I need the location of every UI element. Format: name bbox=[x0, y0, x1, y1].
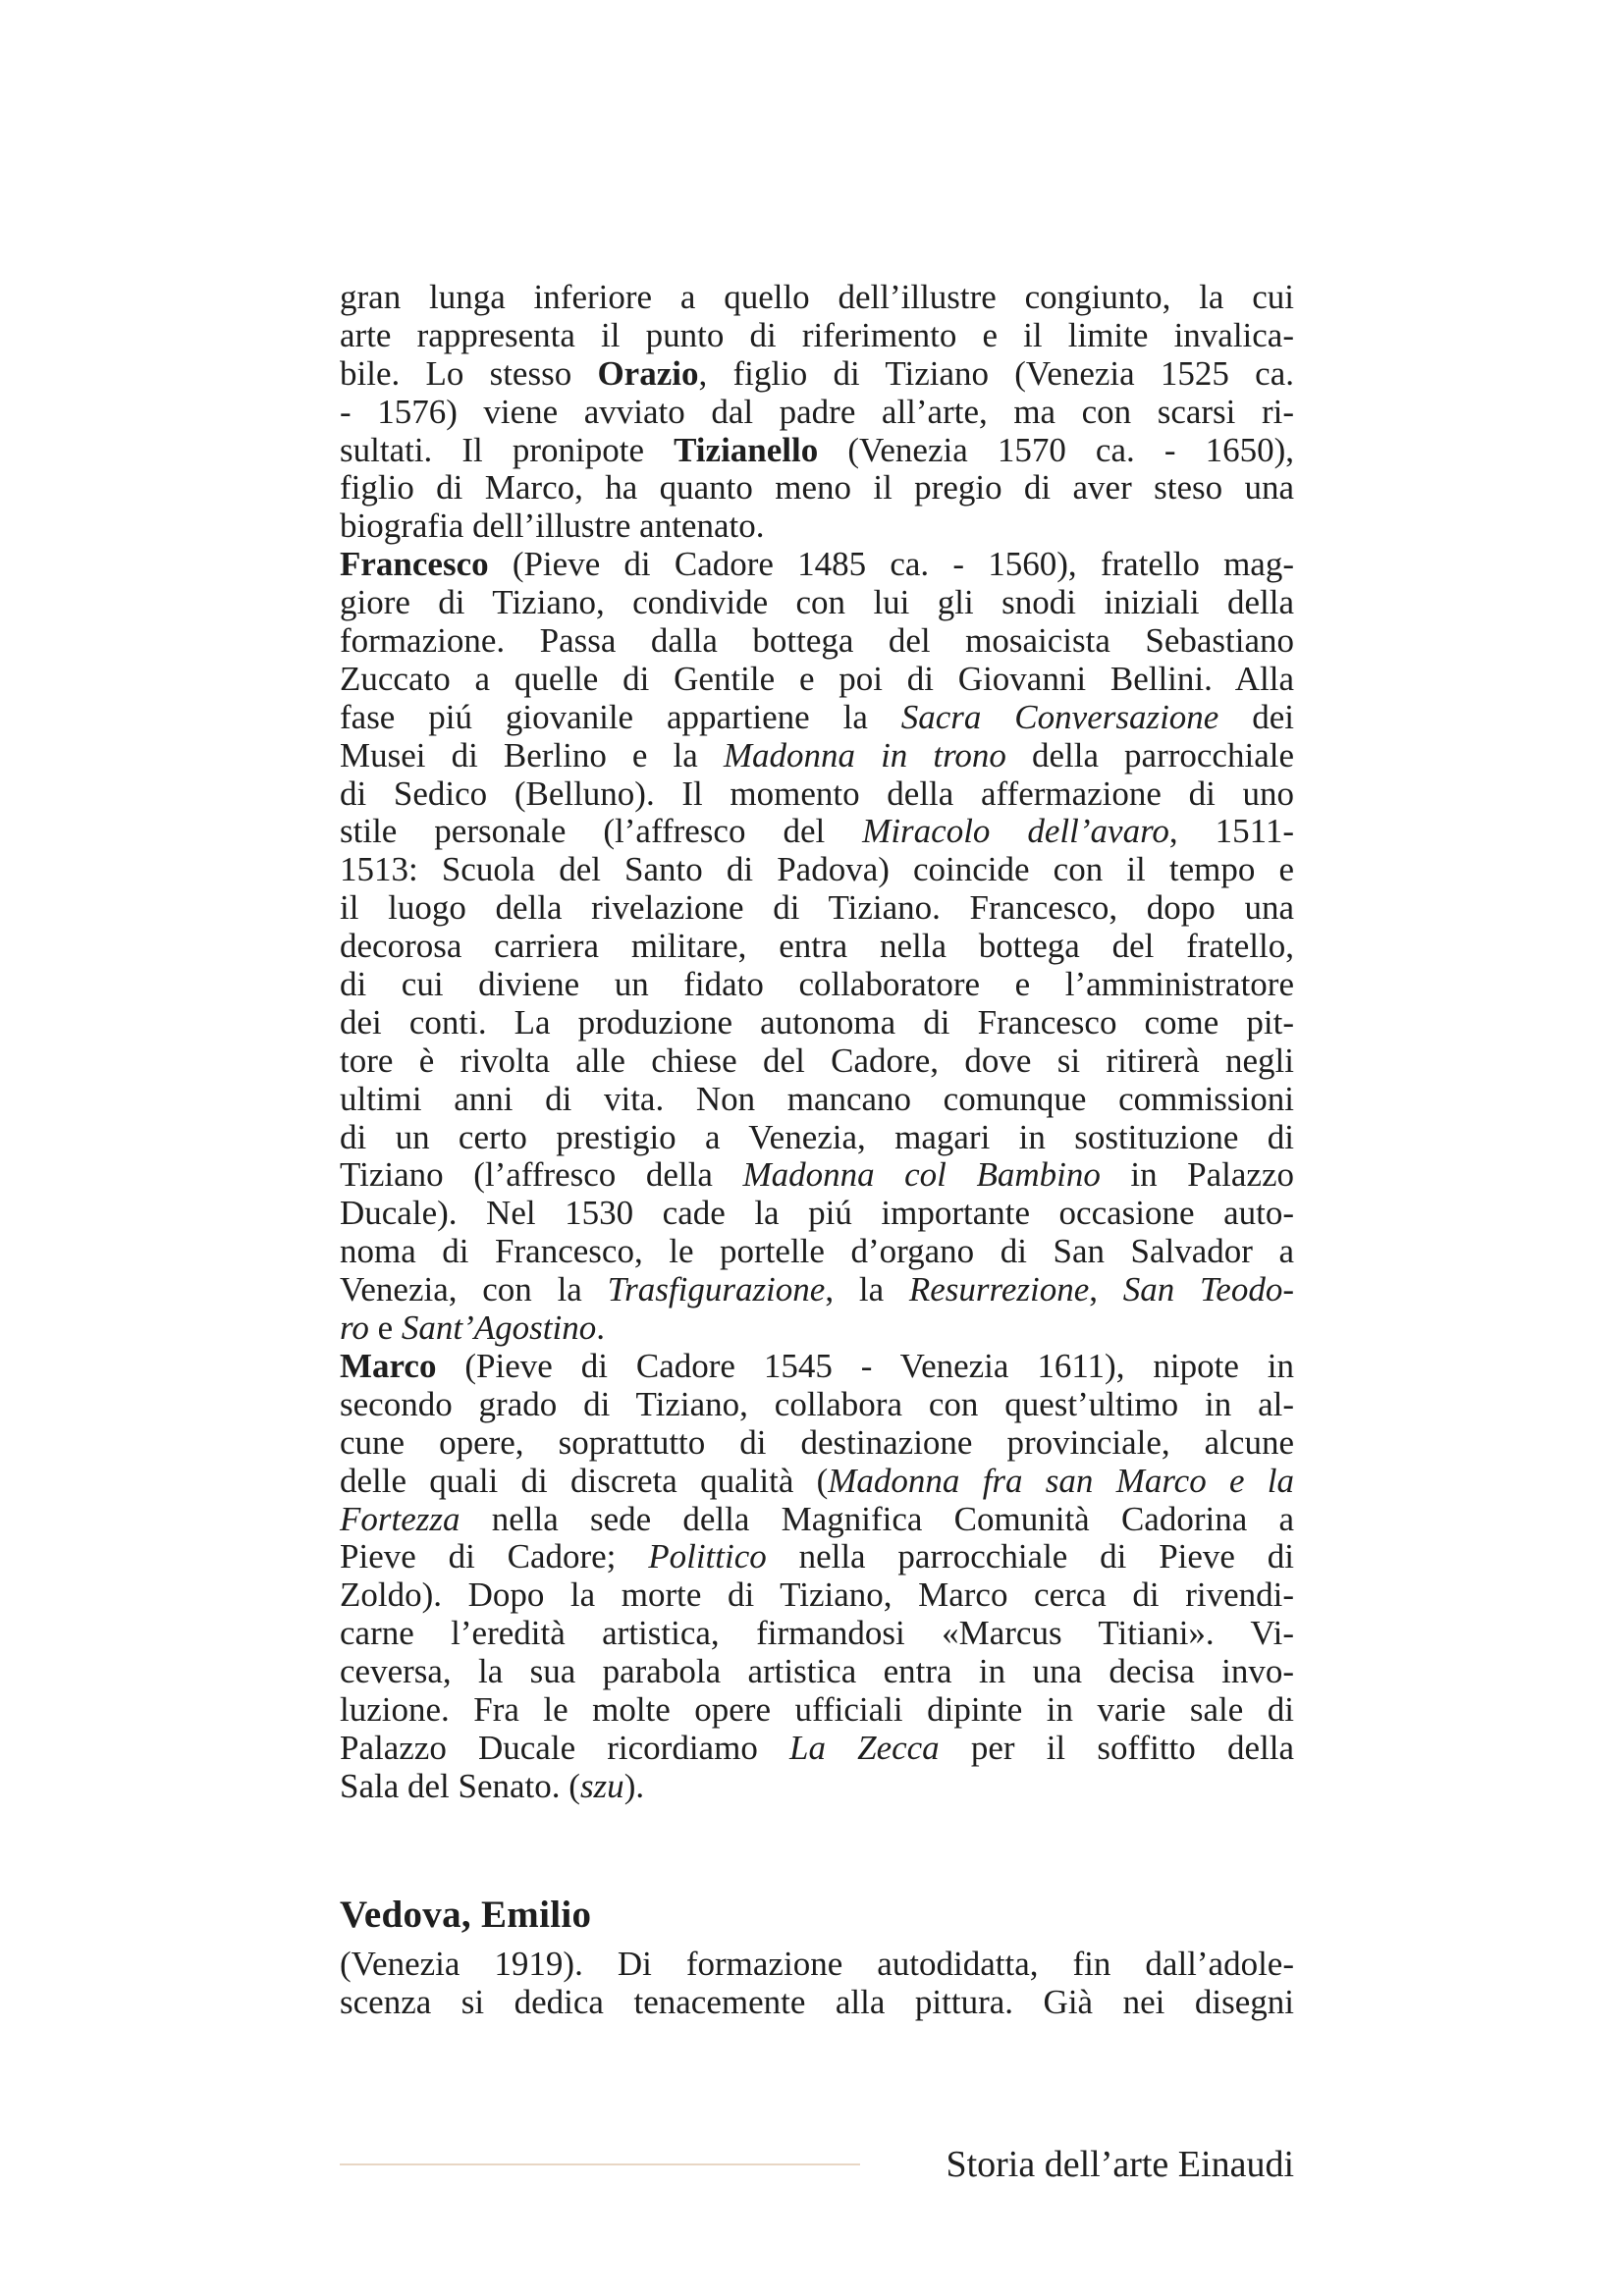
text-run: Sala del Senato. ( bbox=[340, 1766, 580, 1805]
text-run: fase piú giovanile appartiene la bbox=[340, 697, 901, 736]
text-line: carne l’eredità artistica, firmandosi «Marcus Titiani». Vi- bbox=[340, 1614, 1294, 1653]
artwork-title: Polittico bbox=[648, 1537, 767, 1576]
artwork-title: Sant’Agostino bbox=[401, 1308, 597, 1348]
text-line bbox=[340, 546, 1294, 584]
text-run: in Palazzo bbox=[1100, 1155, 1294, 1195]
author-initials: szu bbox=[579, 1766, 624, 1805]
text-line bbox=[340, 1768, 1294, 1806]
text-line: gran lunga inferiore a quello dell’illustre congiunto, la cui bbox=[340, 278, 1294, 316]
artwork-title: Fortezza bbox=[340, 1499, 460, 1538]
text-run: Musei di Berlino e la bbox=[340, 735, 724, 774]
text-run: (Venezia 1570 ca. - 1650), bbox=[818, 430, 1294, 469]
artwork-title: Madonna in trono bbox=[723, 735, 1006, 774]
text-run: (Pieve di Cadore 1545 - Venezia 1611), nipote in bbox=[436, 1346, 1294, 1385]
footer-title: Storia dell’arte Einaudi bbox=[946, 2144, 1294, 2185]
text-line bbox=[340, 355, 1294, 394]
text-line: Zuccato a quelle di Gentile e poi di Giovanni Bellini. Alla bbox=[340, 659, 1294, 698]
text-line bbox=[340, 1730, 1294, 1768]
text-line: di cui diviene un fidato collaboratore e l’amministratore bbox=[340, 965, 1294, 1004]
main-text-block bbox=[340, 279, 1294, 1806]
text-line: ceversa, la sua parabola artistica entra in una decisa invo- bbox=[340, 1652, 1294, 1691]
text-line: di Sedico (Belluno). Il momento della affermazione di uno bbox=[340, 774, 1294, 813]
entry-heading-vedova: Vedova, Emilio bbox=[340, 1894, 592, 1936]
text-line: Ducale). Nel 1530 cade la piú importante occasione auto- bbox=[340, 1194, 1294, 1233]
text-run: bile. Lo stesso bbox=[340, 353, 598, 393]
text-run: dei bbox=[1218, 697, 1295, 736]
text-run: delle quali di discreta qualità ( bbox=[340, 1461, 829, 1500]
text-run: stile personale (l’affresco del bbox=[340, 812, 863, 851]
artwork-title: ro bbox=[340, 1308, 369, 1348]
artwork-title: Madonna fra san Marco e la bbox=[828, 1461, 1294, 1500]
vedova-text-block bbox=[340, 1946, 1294, 2022]
text-line: ultimi anni di vita. Non mancano comunque commissioni bbox=[340, 1079, 1294, 1118]
text-line: scenza si dedica tenacemente alla pittura. Già nei disegni bbox=[340, 1982, 1294, 2021]
footer-rule bbox=[340, 2163, 860, 2165]
text-run: , 1511- bbox=[1168, 812, 1294, 851]
artwork-title: Madonna col Bambino bbox=[742, 1155, 1101, 1195]
text-line bbox=[340, 737, 1294, 775]
text-line bbox=[340, 813, 1294, 851]
text-line bbox=[340, 1501, 1294, 1539]
text-line bbox=[340, 699, 1294, 737]
text-line: tore è rivolta alle chiese del Cadore, dove si ritirerà negli bbox=[340, 1041, 1294, 1080]
text-run: e bbox=[368, 1308, 402, 1348]
text-run: Palazzo Ducale ricordiamo bbox=[340, 1728, 789, 1767]
text-line bbox=[340, 1348, 1294, 1386]
name-tizianello: Tizianello bbox=[674, 430, 819, 469]
text-run: per il soffitto della bbox=[939, 1728, 1294, 1767]
text-line bbox=[340, 1463, 1294, 1501]
text-line: biografia dell’illustre antenato. bbox=[340, 507, 765, 546]
text-run: nella parrocchiale di Pieve di bbox=[766, 1537, 1294, 1576]
artwork-title: Sacra Conversazione bbox=[900, 697, 1219, 736]
text-run: Venezia, con la bbox=[340, 1270, 608, 1309]
text-line bbox=[340, 1538, 1294, 1576]
name-francesco: Francesco bbox=[340, 545, 489, 584]
text-line: dei conti. La produzione autonoma di Francesco come pit- bbox=[340, 1002, 1294, 1041]
text-run: . bbox=[596, 1308, 605, 1348]
text-run: della parrocchiale bbox=[1005, 735, 1294, 774]
text-line: formazione. Passa dalla bottega del mosaicista Sebastiano bbox=[340, 621, 1294, 661]
text-line bbox=[340, 1309, 1294, 1348]
text-run: (Pieve di Cadore 1485 ca. - 1560), fratello mag- bbox=[488, 545, 1294, 584]
text-line: 1513: Scuola del Santo di Padova) coincide con il tempo e bbox=[340, 850, 1294, 889]
name-marco: Marco bbox=[340, 1346, 437, 1385]
text-run: nella sede della Magnifica Comunità Cadorina a bbox=[460, 1499, 1294, 1538]
text-line: - 1576) viene avviato dal padre all’arte, ma con scarsi ri- bbox=[340, 392, 1294, 431]
text-line bbox=[340, 1271, 1294, 1309]
text-run: sultati. Il pronipote bbox=[340, 430, 675, 469]
artwork-title: La Zecca bbox=[788, 1728, 940, 1767]
text-line: cune opere, soprattutto di destinazione provinciale, alcune bbox=[340, 1422, 1294, 1462]
text-run: Tiziano (l’affresco della bbox=[340, 1155, 743, 1195]
text-line bbox=[340, 432, 1294, 470]
text-run: , figlio di Tiziano (Venezia 1525 ca. bbox=[698, 353, 1294, 393]
text-run: , bbox=[1089, 1270, 1123, 1309]
text-line: luzione. Fra le molte opere ufficiali dipinte in varie sale di bbox=[340, 1689, 1294, 1729]
text-line: di un certo prestigio a Venezia, magari in sostituzione di bbox=[340, 1117, 1294, 1156]
text-line: giore di Tiziano, condivide con lui gli snodi iniziali della bbox=[340, 583, 1294, 622]
text-run: Pieve di Cadore; bbox=[340, 1537, 649, 1576]
artwork-title: Trasfigurazione bbox=[607, 1270, 826, 1309]
artwork-title: San Teodo- bbox=[1122, 1270, 1294, 1309]
text-run: ). bbox=[623, 1766, 645, 1805]
text-line: decorosa carriera militare, entra nella bottega del fratello, bbox=[340, 927, 1294, 966]
artwork-title: Resurrezione bbox=[908, 1270, 1090, 1309]
text-line: arte rappresenta il punto di riferimento e il limite invalica- bbox=[340, 315, 1294, 354]
text-line: figlio di Marco, ha quanto meno il pregio di aver steso una bbox=[340, 468, 1294, 507]
text-run: , la bbox=[825, 1270, 909, 1309]
text-line: (Venezia 1919). Di formazione autodidatta, fin dall’adole- bbox=[340, 1945, 1294, 1983]
text-line: il luogo della rivelazione di Tiziano. Francesco, dopo una bbox=[340, 888, 1294, 928]
text-line: secondo grado di Tiziano, collabora con quest’ultimo in al- bbox=[340, 1384, 1294, 1423]
name-orazio: Orazio bbox=[597, 353, 699, 393]
artwork-title: Miracolo dell’avaro bbox=[862, 812, 1169, 851]
text-line: Zoldo). Dopo la morte di Tiziano, Marco cerca di rivendi- bbox=[340, 1575, 1294, 1615]
text-line: noma di Francesco, le portelle d’organo di San Salvador a bbox=[340, 1232, 1294, 1271]
text-line bbox=[340, 1156, 1294, 1195]
